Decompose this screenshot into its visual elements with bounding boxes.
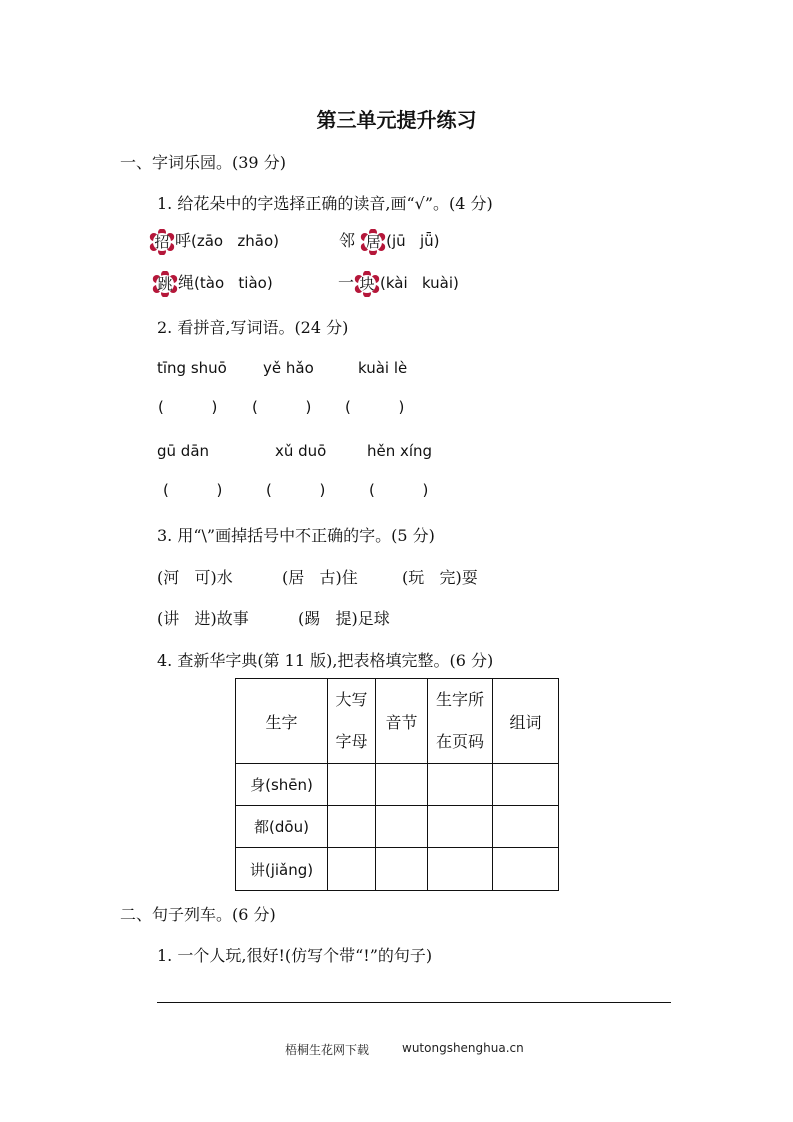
header-shengzi: 生字 bbox=[236, 679, 328, 764]
choice-3[interactable]: (玩 完)耍 bbox=[402, 568, 478, 587]
table-row bbox=[236, 848, 559, 891]
pinyin-options[interactable]: (tào tiào) bbox=[194, 274, 273, 292]
choice-4[interactable]: (讲 进)故事 bbox=[157, 609, 249, 628]
char-cell: 讲(jiǎng) bbox=[236, 848, 328, 891]
input-cell[interactable] bbox=[376, 764, 428, 806]
word-prefix: 邻 bbox=[339, 231, 356, 250]
flower-char: 招 bbox=[154, 232, 170, 251]
dictionary-table bbox=[235, 678, 559, 891]
pinyin-1: tīng shuō bbox=[157, 359, 227, 377]
answer-blank-2[interactable]: ( ) bbox=[252, 398, 312, 416]
header-word: 组词 bbox=[493, 679, 559, 764]
input-cell[interactable] bbox=[376, 806, 428, 848]
input-cell[interactable] bbox=[376, 848, 428, 891]
input-cell[interactable] bbox=[428, 764, 493, 806]
word-suffix: 呼 bbox=[175, 231, 192, 250]
header-syllable: 音节 bbox=[376, 679, 428, 764]
question-1-prompt: 1. 给花朵中的字选择正确的读音,画“√”。(4 分) bbox=[157, 194, 493, 213]
char-cell: 都(dōu) bbox=[236, 806, 328, 848]
input-cell[interactable] bbox=[493, 806, 559, 848]
answer-blank-1[interactable]: ( ) bbox=[158, 398, 218, 416]
section-1-heading: 一、字词乐园。(39 分) bbox=[120, 153, 286, 172]
footer-site-url: wutongshenghua.cn bbox=[402, 1041, 524, 1055]
flower-icon bbox=[149, 229, 175, 255]
choice-2[interactable]: (居 古)住 bbox=[282, 568, 358, 587]
pinyin-options[interactable]: (zāo zhāo) bbox=[191, 232, 280, 250]
pinyin-options[interactable]: (kài kuài) bbox=[380, 274, 459, 292]
question-2-prompt: 2. 看拼音,写词语。(24 分) bbox=[157, 318, 349, 337]
flower-char: 跳 bbox=[157, 274, 173, 293]
page-title: 第三单元提升练习 bbox=[316, 108, 477, 132]
answer-line[interactable] bbox=[157, 1002, 671, 1003]
flower-char: 居 bbox=[365, 232, 381, 251]
flower-char: 块 bbox=[359, 274, 375, 293]
flower-icon bbox=[360, 229, 386, 255]
choice-5[interactable]: (踢 提)足球 bbox=[298, 609, 390, 628]
input-cell[interactable] bbox=[328, 764, 376, 806]
q1-item-4 bbox=[338, 270, 459, 297]
input-cell[interactable] bbox=[428, 848, 493, 891]
header-page-number: 生字所 在页码 bbox=[428, 679, 493, 764]
section-2-question-1: 1. 一个人玩,很好!(仿写个带“!”的句子) bbox=[157, 946, 433, 965]
pinyin-3: kuài lè bbox=[358, 359, 408, 377]
header-capital-letter: 大写 字母 bbox=[328, 679, 376, 764]
word-suffix: 绳 bbox=[178, 273, 195, 292]
answer-blank-4[interactable]: ( ) bbox=[163, 481, 223, 499]
pinyin-2: yě hǎo bbox=[263, 359, 314, 377]
q1-item-1 bbox=[149, 228, 279, 255]
input-cell[interactable] bbox=[493, 764, 559, 806]
q1-item-2 bbox=[339, 228, 439, 255]
pinyin-6: hěn xíng bbox=[367, 442, 433, 460]
input-cell[interactable] bbox=[328, 806, 376, 848]
question-4-prompt: 4. 查新华字典(第 11 版),把表格填完整。(6 分) bbox=[157, 651, 494, 670]
pinyin-4: gū dān bbox=[157, 442, 210, 460]
pinyin-5: xǔ duō bbox=[275, 442, 327, 460]
question-3-prompt: 3. 用“\”画掉括号中不正确的字。(5 分) bbox=[157, 526, 435, 545]
input-cell[interactable] bbox=[328, 848, 376, 891]
answer-blank-5[interactable]: ( ) bbox=[266, 481, 326, 499]
input-cell[interactable] bbox=[493, 848, 559, 891]
flower-icon bbox=[152, 271, 178, 297]
char-cell: 身(shēn) bbox=[236, 764, 328, 806]
flower-icon bbox=[354, 271, 380, 297]
choice-1[interactable]: (河 可)水 bbox=[157, 568, 233, 587]
table-row bbox=[236, 806, 559, 848]
section-2-heading: 二、句子列车。(6 分) bbox=[120, 905, 276, 924]
q1-item-3 bbox=[152, 270, 273, 297]
word-prefix: 一 bbox=[338, 273, 355, 292]
pinyin-options[interactable]: (jū jǖ) bbox=[386, 232, 440, 250]
input-cell[interactable] bbox=[428, 806, 493, 848]
table-row bbox=[236, 764, 559, 806]
answer-blank-3[interactable]: ( ) bbox=[345, 398, 405, 416]
answer-blank-6[interactable]: ( ) bbox=[369, 481, 429, 499]
footer-site-name: 梧桐生花网下载 bbox=[285, 1043, 370, 1057]
